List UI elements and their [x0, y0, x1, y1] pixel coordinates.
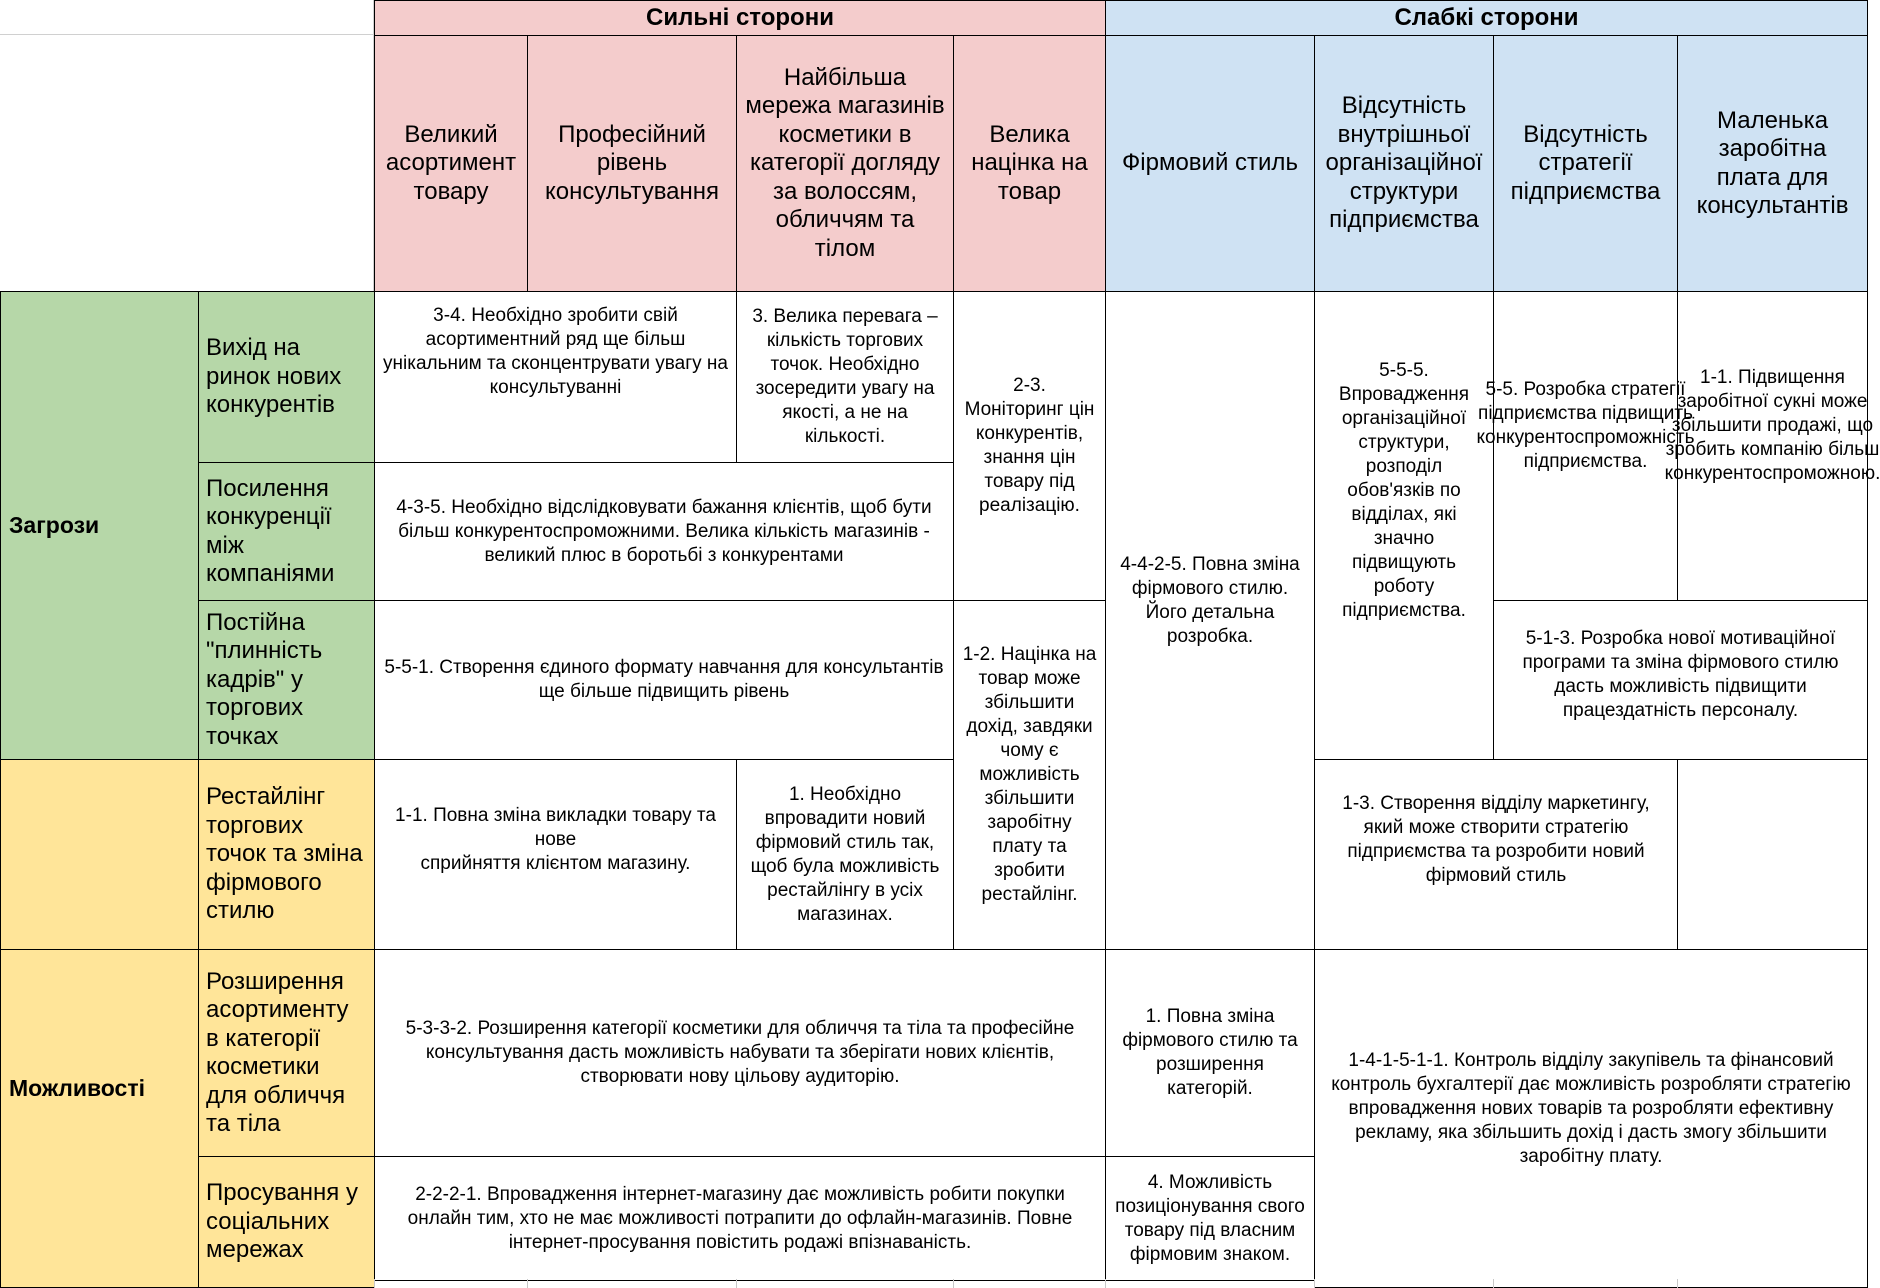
cell-4[interactable]: 4. Можливість позиціонування свого товару під власним фірмовим знаком. [1105, 1156, 1315, 1281]
row-label-social[interactable]: Просування у соціальних мережах [198, 1156, 375, 1288]
cell-1-3[interactable]: 1-3. Створення відділу маркетингу, який може створити стратегію підприємства та розробити новий фірмовий стиль [1314, 759, 1678, 950]
strengths-header[interactable]: Сильні сторони [374, 0, 1106, 36]
column-header-no-structure[interactable]: Відсутність внутрішньої організаційної структури підприємства [1314, 35, 1494, 292]
cell-5-3-3-2[interactable]: 5-3-3-2. Розширення категорії косметики для обличчя та тіла та професійне консультування дасть можливість набувати та зберігати нових клієнтів, створювати нову цільову аудиторію. [374, 949, 1106, 1157]
cell-5-5-1[interactable]: 5-5-1. Створення єдиного формату навчання для консультантів ще більше підвищить рівень [374, 600, 954, 760]
column-header-markup[interactable]: Велика націнка на товар [953, 35, 1106, 292]
cell-1[interactable]: 1. Необхідно впровадити новий фірмовий стиль так, щоб була можливість рестайлінгу в усіх магазинах. [736, 759, 954, 950]
row-label-competition[interactable]: Посилення конкуренції між компаніями [198, 462, 375, 601]
gridline [1314, 1279, 1315, 1288]
cell-2-3[interactable]: 2-3. Моніторинг цін конкурентів, знання цін товару під реалізацію. [953, 291, 1106, 601]
cell-1-1-layout[interactable]: 1-1. Повна зміна викладки товару та нове сприйняття клієнтом магазину. [374, 759, 737, 950]
group-label-opportunities[interactable]: Можливості [0, 949, 199, 1288]
cell-2-2-2-1[interactable]: 2-2-2-1. Впровадження інтернет-магазину дає можливість робити покупки онлайн тим, хто не має можливості потрапити до офлайн-магазинів. Повне інтернет-просування повістить родажі впізнаваність. [374, 1156, 1106, 1281]
gridline [1105, 1279, 1106, 1288]
cell-5-5-5[interactable]: 5-5-5. Впровадження організаційної структури, розподіл обов'язків по відділах, які значно підвищують роботу підприємства. [1314, 291, 1494, 760]
cell-3-4[interactable]: 3-4. Необхідно зробити свій асортиментний ряд ще більш унікальним та сконцентрувати увагу на консультуванні [374, 291, 737, 463]
column-header-assortment[interactable]: Великий асортимент товару [374, 35, 528, 292]
cell-4-3-5[interactable]: 4-3-5. Необхідно відслідковувати бажання клієнтів, щоб бути більш конкурентоспроможними. Велика кількість магазинів - великий плюс в боротьбі з конкурентами [374, 462, 954, 601]
group-label-threats[interactable]: Загрози [0, 291, 199, 760]
gridline [736, 1279, 737, 1288]
empty-cell[interactable] [1677, 759, 1868, 950]
cell-4-4-2-5[interactable]: 4-4-2-5. Повна зміна фірмового стилю. Його детальна розробка. [1105, 291, 1315, 950]
gridline [374, 1279, 375, 1288]
cell-5-5[interactable]: 5-5. Розробка стратегії підприємства підвищить конкурентоспроможність підприємства. [1493, 291, 1678, 601]
row-label-turnover[interactable]: Постійна "плинність кадрів" у торгових точках [198, 600, 375, 760]
row-label-restyling[interactable]: Рестайлінг торгових точок та зміна фірмового стилю [198, 759, 375, 950]
cell-1-4-1-5-1-1[interactable]: 1-4-1-5-1-1. Контроль відділу закупівель та фінансовий контроль бухгалтерії дає можливість розробляти стратегію впровадження нових товарів та розробляти ефективну рекламу, яка збільшить дохід і дасть змогу збільшити заробітну плату. [1314, 949, 1868, 1288]
column-header-network[interactable]: Найбільша мережа магазинів косметики в категорії догляду за волоссям, обличчям та тілом [736, 35, 954, 292]
column-header-consulting[interactable]: Професійний рівень консультування [527, 35, 737, 292]
column-header-no-strategy[interactable]: Відсутність стратегії підприємства [1493, 35, 1678, 292]
cell-5-1-3[interactable]: 5-1-3. Розробка нової мотиваційної програми та зміна фірмового стилю дасть можливість підвищити працездатність персоналу. [1493, 600, 1868, 760]
group-label-threats-blank[interactable] [0, 759, 199, 950]
gridline [1677, 1279, 1678, 1288]
cell-1-1-salary[interactable]: 1-1. Підвищення заробітної сукні може збільшити продажі, що зробить компанію більш конкурентоспроможною. [1677, 291, 1868, 601]
cell-3[interactable]: 3. Велика перевага – кількість торгових точок. Необхідно зосередити увагу на якості, а не на кількості. [736, 291, 954, 463]
gridline [527, 1279, 528, 1288]
gridline [1493, 1279, 1494, 1288]
cell-1-full[interactable]: 1. Повна зміна фірмового стилю та розширення категорій. [1105, 949, 1315, 1157]
row-label-expansion[interactable]: Розширення асортименту в категорії косметики для обличчя та тіла [198, 949, 375, 1157]
column-header-low-salary[interactable]: Маленька заробітна плата для консультантів [1677, 35, 1868, 292]
weaknesses-header[interactable]: Слабкі сторони [1105, 0, 1868, 36]
row-label-new-competitors[interactable]: Вихід на ринок нових конкурентів [198, 291, 375, 463]
gridline [953, 1279, 954, 1288]
cell-1-2[interactable]: 1-2. Націнка на товар може збільшити дохід, завдяки чому є можливість збільшити заробітну плату та зробити рестайлінг. [953, 600, 1106, 950]
empty-corner-cell[interactable] [0, 0, 374, 291]
column-header-corporate-style[interactable]: Фірмовий стиль [1105, 35, 1315, 292]
gridline [0, 34, 374, 35]
